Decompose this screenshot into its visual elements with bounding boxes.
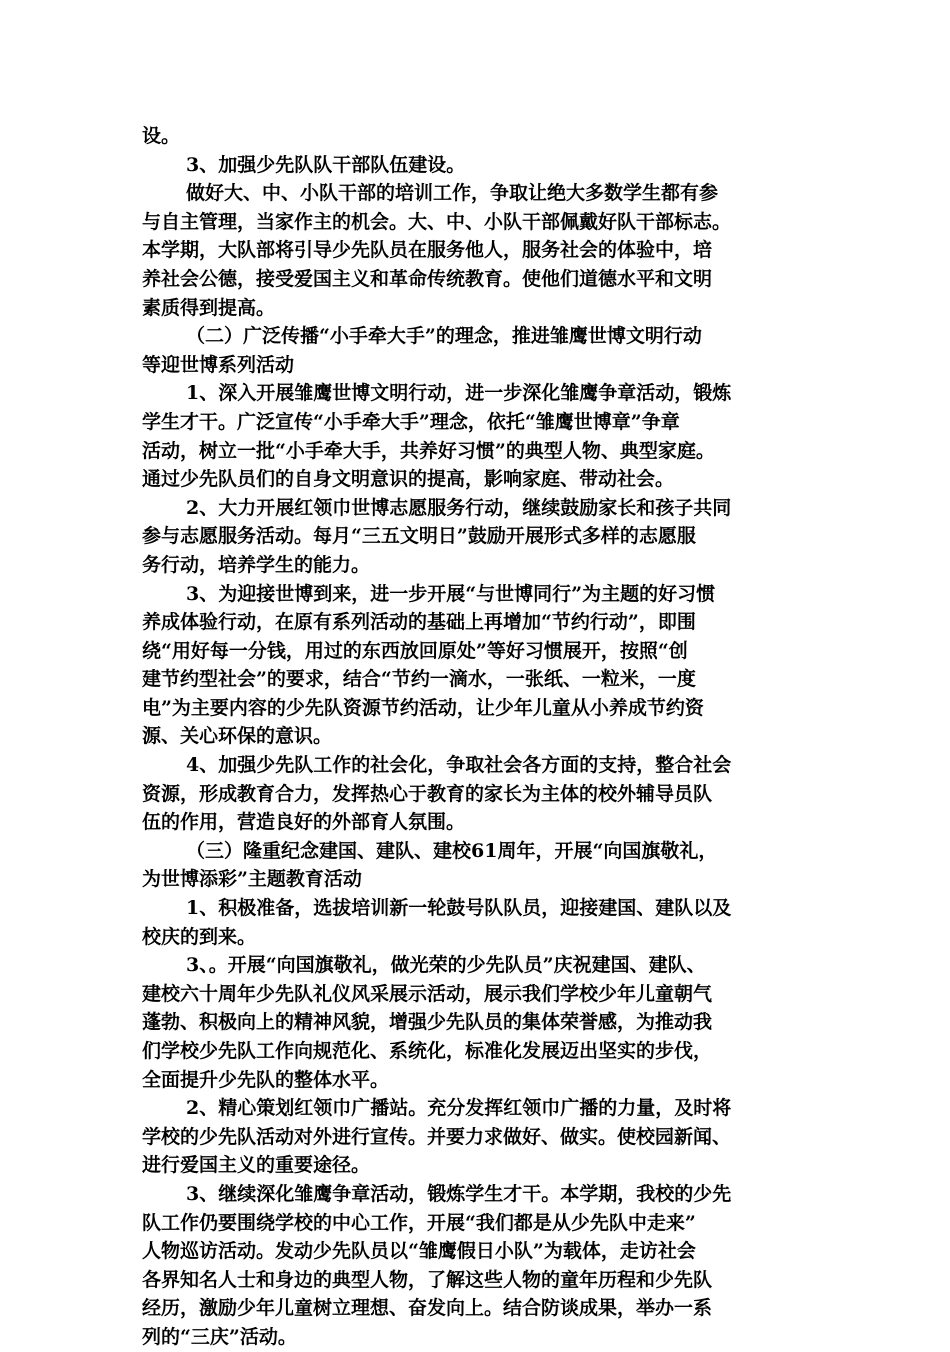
- text-line: 校庆的到来。: [142, 925, 257, 948]
- text-line: 本学期，大队部将引导少先队员在服务他人，服务社会的体验中，培: [142, 239, 713, 262]
- paragraph: [142, 151, 808, 180]
- paragraph: [142, 894, 808, 951]
- paragraph: [142, 751, 808, 837]
- text-line: 参与志愿服务活动。每月“三五文明日”鼓励开展形式多样的志愿服: [142, 525, 696, 548]
- text-line: 2、大力开展红领巾世博志愿服务行动，继续鼓励家长和孩子共同: [186, 496, 732, 519]
- text-line: 3、继续深化雏鹰争章活动，锻炼学生才干。本学期，我校的少先: [186, 1182, 732, 1205]
- text-line: 资源，形成教育合力，发挥热心于教育的家长为主体的校外辅导员队: [142, 782, 713, 805]
- text-line: 2、精心策划红领巾广播站。充分发挥红领巾广播的力量，及时将: [186, 1097, 732, 1120]
- text-line: 与自主管理，当家作主的机会。大、中、小队干部佩戴好队干部标志。: [142, 210, 732, 233]
- text-line: 们学校少先队工作向规范化、系统化，标准化发展迈出坚实的步伐，: [142, 1040, 713, 1062]
- text-line: 队工作仍要围绕学校的中心工作，开展“我们都是从少先队中走来”: [142, 1211, 696, 1234]
- text-line: 等迎世博系列活动: [142, 353, 295, 376]
- text-line: 进行爱国主义的重要途径。: [142, 1154, 371, 1177]
- text-line: 素质得到提高。: [142, 296, 276, 319]
- paragraph: [142, 1094, 808, 1180]
- text-line: 源、关心环保的意识。: [142, 725, 333, 748]
- text-line: 学校的少先队活动对外进行宣传。并要力求做好、做实。使校园新闻、: [142, 1125, 732, 1148]
- paragraph: [142, 379, 808, 493]
- text-line: 学生才干。广泛宣传“小手牵大手”理念，依托“雏鹰世博章”争章: [142, 410, 680, 433]
- text-line: 建校六十周年少先队礼仪风采展示活动，展示我们学校少年儿童朝气: [142, 982, 713, 1005]
- text-line: 全面提升少先队的整体水平。: [142, 1068, 390, 1091]
- text-line: 为世博添彩”主题教育活动: [142, 868, 362, 891]
- text-line: 养社会公德，接受爱国主义和革命传统教育。使他们道德水平和文明: [142, 267, 713, 290]
- text-line: 3、加强少先队队干部队伍建设。: [186, 153, 466, 176]
- text-line: 绕“用好每一分钱，用过的东西放回原处”等好习惯展开，按照“创: [142, 639, 688, 662]
- text-line: 3、为迎接世博到来，进一步开展“与世博同行”为主题的好习惯: [186, 582, 716, 605]
- document-page: [142, 122, 808, 1352]
- text-line: 电”为主要内容的少先队资源节约活动，让少年儿童从小养成节约资: [142, 696, 704, 719]
- text-line: 1、深入开展雏鹰世博文明行动，进一步深化雏鹰争章活动，锻炼: [186, 382, 732, 405]
- text-line: 人物巡访活动。发动少先队员以“雏鹰假日小队”为载体，走访社会: [142, 1240, 696, 1263]
- text-line: （三）隆重纪念建国、建队、建校61周年，开展“向国旗敬礼，: [186, 839, 718, 862]
- text-line: 务行动，培养学生的能力。: [142, 553, 371, 576]
- paragraph: [142, 951, 808, 1094]
- text-line: 伍的作用，营造良好的外部育人氛围。: [142, 811, 466, 834]
- text-line: 通过少先队员们的自身文明意识的提高，影响家庭、带动社会。: [142, 468, 675, 491]
- text-line: 养成体验行动，在原有系列活动的基础上再增加“节约行动”，即围: [142, 611, 696, 634]
- text-line: 1、积极准备，选拔培训新一轮鼓号队队员，迎接建国、建队以及: [186, 897, 732, 920]
- text-line: 活动，树立一批“小手牵大手，共养好习惯”的典型人物、典型家庭。: [142, 439, 715, 462]
- text-line: 列的“三庆”活动。: [142, 1325, 297, 1348]
- text-line: 建节约型社会”的要求，结合“节约一滴水，一张纸、一粒米，一度: [142, 668, 696, 691]
- text-line: 做好大、中、小队干部的培训工作，争取让绝大多数学生都有参: [186, 182, 719, 205]
- text-line: 4、加强少先队工作的社会化，争取社会各方面的支持，整合社会: [186, 754, 732, 777]
- paragraph: [142, 837, 808, 894]
- paragraph: [142, 580, 808, 752]
- text-line: （二）广泛传播“小手牵大手”的理念，推进雏鹰世博文明行动: [186, 325, 702, 348]
- text-line: 3、。开展“向国旗敬礼，做光荣的少先队员”庆祝建国、建队、: [186, 954, 706, 977]
- paragraph: [142, 494, 808, 580]
- paragraph: [142, 322, 808, 379]
- paragraph: [142, 1180, 808, 1352]
- text-line: 各界知名人士和身边的典型人物，了解这些人物的童年历程和少先队: [142, 1268, 713, 1291]
- paragraph: [142, 179, 808, 322]
- text-line: 蓬勃、积极向上的精神风貌，增强少先队员的集体荣誉感，为推动我: [142, 1011, 713, 1034]
- text-line: 设。: [142, 125, 181, 147]
- paragraph: [142, 122, 808, 151]
- text-line: 经历，激励少年儿童树立理想、奋发向上。结合防谈成果，举办一系: [142, 1297, 713, 1320]
